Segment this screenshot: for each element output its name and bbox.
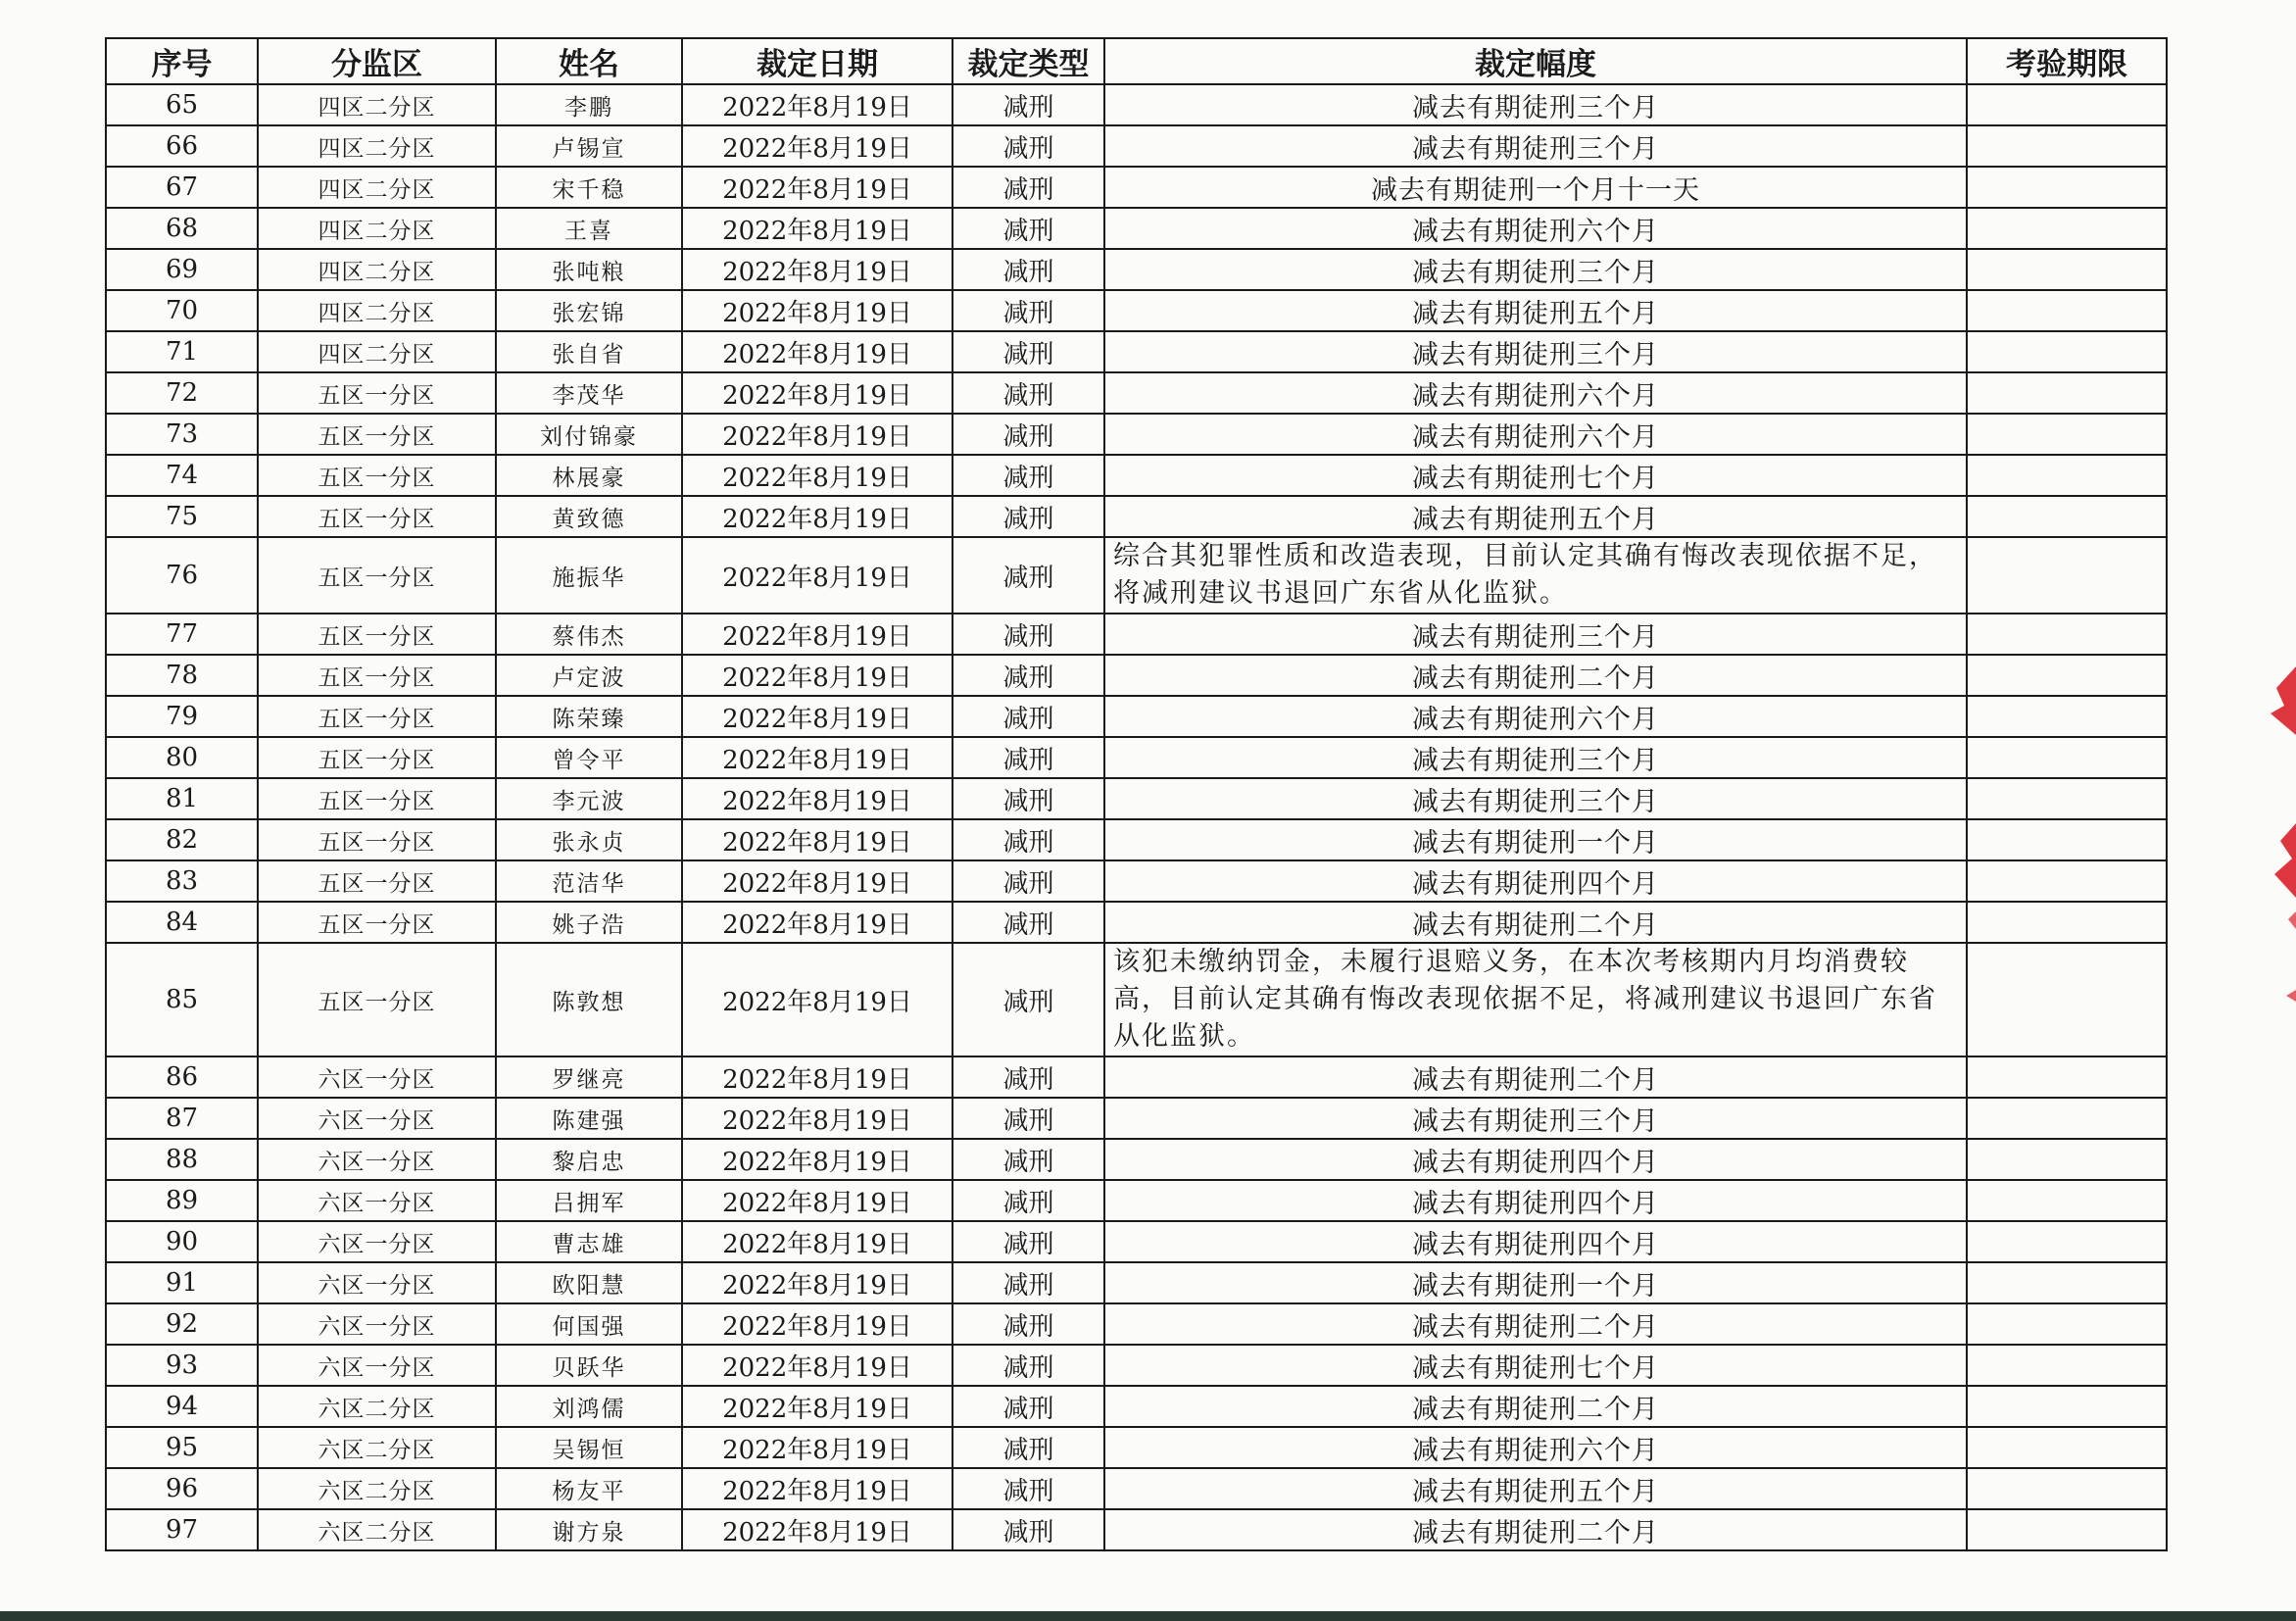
- cell-sub-ward: 五区一分区: [258, 537, 496, 614]
- table-row: [106, 1303, 2167, 1345]
- cell-ruling-amount: 减去有期徒刑二个月: [1104, 902, 1967, 943]
- cell-sub-ward: 六区一分区: [258, 1262, 496, 1303]
- cell-name: 陈荣臻: [496, 696, 682, 737]
- cell-sub-ward: 五区一分区: [258, 414, 496, 455]
- table-body: [106, 84, 2167, 1550]
- cell-ruling-amount: 减去有期徒刑三个月: [1104, 249, 1967, 290]
- table-row: [106, 1386, 2167, 1427]
- cell-ruling-type: 减刑: [953, 537, 1104, 614]
- cell-ruling-type: 减刑: [953, 331, 1104, 372]
- cell-sub-ward: 五区一分区: [258, 455, 496, 496]
- cell-serial-number: 66: [106, 125, 258, 167]
- table-row: [106, 455, 2167, 496]
- cell-ruling-amount: 减去有期徒刑一个月: [1104, 1262, 1967, 1303]
- cell-ruling-amount: 减去有期徒刑二个月: [1104, 1386, 1967, 1427]
- cell-sub-ward: 四区二分区: [258, 249, 496, 290]
- cell-name: 范洁华: [496, 860, 682, 902]
- cell-ruling-type: 减刑: [953, 496, 1104, 537]
- cell-serial-number: 70: [106, 290, 258, 331]
- cell-probation-period: [1967, 1427, 2167, 1468]
- table-row: [106, 1345, 2167, 1386]
- cell-serial-number: 79: [106, 696, 258, 737]
- red-seal-fragment: [2263, 666, 2296, 1019]
- cell-ruling-date: 2022年8月19日: [682, 167, 953, 208]
- table-row: [106, 125, 2167, 167]
- cell-name: 李鹏: [496, 84, 682, 125]
- cell-ruling-amount: 减去有期徒刑六个月: [1104, 208, 1967, 249]
- table-row: [106, 1427, 2167, 1468]
- table-row: [106, 1056, 2167, 1098]
- cell-serial-number: 87: [106, 1098, 258, 1139]
- cell-name: 曾令平: [496, 737, 682, 778]
- table-row: [106, 737, 2167, 778]
- table-row: [106, 778, 2167, 819]
- cell-ruling-type: 减刑: [953, 125, 1104, 167]
- cell-sub-ward: 五区一分区: [258, 614, 496, 655]
- table-row: [106, 1262, 2167, 1303]
- cell-serial-number: 77: [106, 614, 258, 655]
- cell-serial-number: 84: [106, 902, 258, 943]
- cell-sub-ward: 六区二分区: [258, 1509, 496, 1550]
- cell-ruling-type: 减刑: [953, 1262, 1104, 1303]
- table-row: [106, 331, 2167, 372]
- cell-name: 贝跃华: [496, 1345, 682, 1386]
- cell-ruling-amount: 减去有期徒刑六个月: [1104, 696, 1967, 737]
- table-row: [106, 537, 2167, 614]
- cell-ruling-type: 减刑: [953, 1056, 1104, 1098]
- cell-sub-ward: 五区一分区: [258, 737, 496, 778]
- table-row: [106, 208, 2167, 249]
- cell-ruling-date: 2022年8月19日: [682, 860, 953, 902]
- cell-probation-period: [1967, 655, 2167, 696]
- table-row: [106, 496, 2167, 537]
- cell-ruling-amount: 减去有期徒刑七个月: [1104, 1345, 1967, 1386]
- cell-probation-period: [1967, 1221, 2167, 1262]
- cell-ruling-date: 2022年8月19日: [682, 414, 953, 455]
- cell-name: 张自省: [496, 331, 682, 372]
- cell-ruling-date: 2022年8月19日: [682, 1139, 953, 1180]
- cell-sub-ward: 六区二分区: [258, 1427, 496, 1468]
- cell-serial-number: 92: [106, 1303, 258, 1345]
- cell-ruling-date: 2022年8月19日: [682, 1098, 953, 1139]
- cell-ruling-type: 减刑: [953, 167, 1104, 208]
- cell-sub-ward: 四区二分区: [258, 208, 496, 249]
- cell-ruling-amount: 减去有期徒刑三个月: [1104, 614, 1967, 655]
- table-row: [106, 249, 2167, 290]
- header-ruling-date: 裁定日期: [682, 38, 953, 84]
- cell-sub-ward: 六区一分区: [258, 1303, 496, 1345]
- cell-name: 欧阳慧: [496, 1262, 682, 1303]
- cell-serial-number: 90: [106, 1221, 258, 1262]
- cell-probation-period: [1967, 1262, 2167, 1303]
- cell-ruling-amount: 减去有期徒刑五个月: [1104, 290, 1967, 331]
- cell-probation-period: [1967, 778, 2167, 819]
- cell-ruling-date: 2022年8月19日: [682, 1386, 953, 1427]
- cell-sub-ward: 六区一分区: [258, 1221, 496, 1262]
- cell-name: 张永贞: [496, 819, 682, 860]
- cell-name: 卢锡宣: [496, 125, 682, 167]
- cell-probation-period: [1967, 1180, 2167, 1221]
- cell-ruling-amount: 减去有期徒刑五个月: [1104, 1468, 1967, 1509]
- cell-probation-period: [1967, 455, 2167, 496]
- cell-ruling-date: 2022年8月19日: [682, 290, 953, 331]
- cell-sub-ward: 六区一分区: [258, 1345, 496, 1386]
- cell-ruling-type: 减刑: [953, 1468, 1104, 1509]
- cell-name: 谢方泉: [496, 1509, 682, 1550]
- cell-probation-period: [1967, 614, 2167, 655]
- cell-ruling-date: 2022年8月19日: [682, 1427, 953, 1468]
- cell-ruling-date: 2022年8月19日: [682, 125, 953, 167]
- cell-ruling-amount: 减去有期徒刑四个月: [1104, 1221, 1967, 1262]
- cell-serial-number: 76: [106, 537, 258, 614]
- cell-ruling-type: 减刑: [953, 1221, 1104, 1262]
- cell-sub-ward: 六区二分区: [258, 1386, 496, 1427]
- cell-ruling-date: 2022年8月19日: [682, 537, 953, 614]
- cell-ruling-date: 2022年8月19日: [682, 1262, 953, 1303]
- cell-name: 陈建强: [496, 1098, 682, 1139]
- cell-sub-ward: 五区一分区: [258, 819, 496, 860]
- cell-probation-period: [1967, 125, 2167, 167]
- cell-ruling-type: 减刑: [953, 455, 1104, 496]
- cell-sub-ward: 四区二分区: [258, 290, 496, 331]
- cell-serial-number: 96: [106, 1468, 258, 1509]
- cell-ruling-type: 减刑: [953, 1509, 1104, 1550]
- cell-serial-number: 74: [106, 455, 258, 496]
- cell-name: 林展豪: [496, 455, 682, 496]
- ruling-table: [105, 37, 2168, 1551]
- cell-name: 刘付锦豪: [496, 414, 682, 455]
- cell-serial-number: 88: [106, 1139, 258, 1180]
- cell-ruling-amount: 减去有期徒刑六个月: [1104, 372, 1967, 414]
- cell-name: 曹志雄: [496, 1221, 682, 1262]
- cell-ruling-date: 2022年8月19日: [682, 331, 953, 372]
- table-row: [106, 372, 2167, 414]
- cell-ruling-type: 减刑: [953, 1427, 1104, 1468]
- cell-sub-ward: 四区二分区: [258, 84, 496, 125]
- cell-ruling-amount: 减去有期徒刑二个月: [1104, 655, 1967, 696]
- cell-ruling-amount: 减去有期徒刑三个月: [1104, 778, 1967, 819]
- header-probation-period: 考验期限: [1967, 38, 2167, 84]
- cell-name: 张宏锦: [496, 290, 682, 331]
- cell-ruling-type: 减刑: [953, 1345, 1104, 1386]
- cell-serial-number: 72: [106, 372, 258, 414]
- cell-ruling-amount: 减去有期徒刑六个月: [1104, 1427, 1967, 1468]
- cell-probation-period: [1967, 1139, 2167, 1180]
- table-row: [106, 943, 2167, 1056]
- cell-probation-period: [1967, 167, 2167, 208]
- scan-bottom-edge: [0, 1611, 2296, 1621]
- cell-serial-number: 93: [106, 1345, 258, 1386]
- cell-probation-period: [1967, 737, 2167, 778]
- cell-serial-number: 65: [106, 84, 258, 125]
- cell-ruling-date: 2022年8月19日: [682, 696, 953, 737]
- cell-probation-period: [1967, 1056, 2167, 1098]
- cell-ruling-date: 2022年8月19日: [682, 208, 953, 249]
- cell-ruling-amount: 减去有期徒刑三个月: [1104, 125, 1967, 167]
- cell-ruling-date: 2022年8月19日: [682, 902, 953, 943]
- cell-ruling-amount: 减去有期徒刑三个月: [1104, 1098, 1967, 1139]
- cell-ruling-amount: 减去有期徒刑二个月: [1104, 1056, 1967, 1098]
- cell-ruling-type: 减刑: [953, 1386, 1104, 1427]
- header-ruling-type: 裁定类型: [953, 38, 1104, 84]
- cell-name: 宋千稳: [496, 167, 682, 208]
- cell-probation-period: [1967, 414, 2167, 455]
- cell-probation-period: [1967, 902, 2167, 943]
- cell-ruling-type: 减刑: [953, 902, 1104, 943]
- cell-ruling-date: 2022年8月19日: [682, 1509, 953, 1550]
- cell-serial-number: 89: [106, 1180, 258, 1221]
- table-row: [106, 84, 2167, 125]
- cell-sub-ward: 六区一分区: [258, 1098, 496, 1139]
- cell-ruling-amount: 减去有期徒刑一个月十一天: [1104, 167, 1967, 208]
- table-row: [106, 860, 2167, 902]
- table-row: [106, 1139, 2167, 1180]
- table-row: [106, 1180, 2167, 1221]
- cell-name: 李茂华: [496, 372, 682, 414]
- cell-name: 卢定波: [496, 655, 682, 696]
- cell-serial-number: 86: [106, 1056, 258, 1098]
- cell-ruling-amount: 综合其犯罪性质和改造表现，目前认定其确有悔改表现依据不足，将减刑建议书退回广东省从化监狱。: [1104, 537, 1967, 614]
- cell-probation-period: [1967, 1468, 2167, 1509]
- table-row: [106, 290, 2167, 331]
- cell-sub-ward: 六区一分区: [258, 1056, 496, 1098]
- cell-name: 刘鸿儒: [496, 1386, 682, 1427]
- cell-ruling-type: 减刑: [953, 655, 1104, 696]
- cell-probation-period: [1967, 537, 2167, 614]
- cell-serial-number: 69: [106, 249, 258, 290]
- cell-probation-period: [1967, 208, 2167, 249]
- table-row: [106, 414, 2167, 455]
- cell-ruling-type: 减刑: [953, 943, 1104, 1056]
- cell-sub-ward: 五区一分区: [258, 372, 496, 414]
- cell-ruling-amount: 减去有期徒刑三个月: [1104, 737, 1967, 778]
- cell-sub-ward: 四区二分区: [258, 331, 496, 372]
- header-ruling-amount: 裁定幅度: [1104, 38, 1967, 84]
- cell-probation-period: [1967, 860, 2167, 902]
- cell-probation-period: [1967, 696, 2167, 737]
- cell-name: 陈敦想: [496, 943, 682, 1056]
- cell-serial-number: 95: [106, 1427, 258, 1468]
- cell-serial-number: 75: [106, 496, 258, 537]
- table-row: [106, 614, 2167, 655]
- header-sub-ward: 分监区: [258, 38, 496, 84]
- cell-ruling-type: 减刑: [953, 819, 1104, 860]
- cell-ruling-type: 减刑: [953, 614, 1104, 655]
- cell-ruling-date: 2022年8月19日: [682, 1056, 953, 1098]
- table-row: [106, 819, 2167, 860]
- cell-ruling-type: 减刑: [953, 84, 1104, 125]
- cell-name: 杨友平: [496, 1468, 682, 1509]
- cell-probation-period: [1967, 496, 2167, 537]
- cell-serial-number: 81: [106, 778, 258, 819]
- cell-sub-ward: 五区一分区: [258, 778, 496, 819]
- cell-name: 吴锡恒: [496, 1427, 682, 1468]
- cell-ruling-type: 减刑: [953, 860, 1104, 902]
- cell-ruling-date: 2022年8月19日: [682, 1180, 953, 1221]
- cell-name: 张吨粮: [496, 249, 682, 290]
- cell-probation-period: [1967, 1345, 2167, 1386]
- cell-probation-period: [1967, 1386, 2167, 1427]
- cell-probation-period: [1967, 249, 2167, 290]
- cell-name: 罗继亮: [496, 1056, 682, 1098]
- cell-name: 黎启忠: [496, 1139, 682, 1180]
- cell-serial-number: 82: [106, 819, 258, 860]
- cell-sub-ward: 五区一分区: [258, 860, 496, 902]
- cell-sub-ward: 六区二分区: [258, 1468, 496, 1509]
- cell-ruling-amount: 减去有期徒刑三个月: [1104, 331, 1967, 372]
- cell-ruling-date: 2022年8月19日: [682, 372, 953, 414]
- cell-ruling-type: 减刑: [953, 696, 1104, 737]
- cell-serial-number: 91: [106, 1262, 258, 1303]
- cell-ruling-type: 减刑: [953, 1139, 1104, 1180]
- cell-probation-period: [1967, 372, 2167, 414]
- cell-serial-number: 78: [106, 655, 258, 696]
- table-row: [106, 1221, 2167, 1262]
- cell-ruling-type: 减刑: [953, 208, 1104, 249]
- cell-name: 李元波: [496, 778, 682, 819]
- cell-sub-ward: 四区二分区: [258, 125, 496, 167]
- cell-ruling-date: 2022年8月19日: [682, 1468, 953, 1509]
- cell-ruling-type: 减刑: [953, 778, 1104, 819]
- cell-ruling-date: 2022年8月19日: [682, 819, 953, 860]
- cell-sub-ward: 六区一分区: [258, 1180, 496, 1221]
- cell-ruling-type: 减刑: [953, 1180, 1104, 1221]
- cell-ruling-type: 减刑: [953, 290, 1104, 331]
- cell-ruling-type: 减刑: [953, 1098, 1104, 1139]
- cell-probation-period: [1967, 331, 2167, 372]
- table-row: [106, 902, 2167, 943]
- cell-name: 何国强: [496, 1303, 682, 1345]
- cell-ruling-date: 2022年8月19日: [682, 943, 953, 1056]
- cell-ruling-amount: 减去有期徒刑四个月: [1104, 860, 1967, 902]
- cell-probation-period: [1967, 290, 2167, 331]
- cell-probation-period: [1967, 943, 2167, 1056]
- cell-ruling-date: 2022年8月19日: [682, 249, 953, 290]
- cell-ruling-date: 2022年8月19日: [682, 1221, 953, 1262]
- cell-ruling-type: 减刑: [953, 737, 1104, 778]
- cell-ruling-date: 2022年8月19日: [682, 496, 953, 537]
- cell-serial-number: 97: [106, 1509, 258, 1550]
- cell-ruling-type: 减刑: [953, 249, 1104, 290]
- cell-ruling-amount: 减去有期徒刑二个月: [1104, 1303, 1967, 1345]
- cell-ruling-date: 2022年8月19日: [682, 737, 953, 778]
- cell-serial-number: 94: [106, 1386, 258, 1427]
- table-header-row: [106, 38, 2167, 84]
- cell-serial-number: 83: [106, 860, 258, 902]
- cell-name: 姚子浩: [496, 902, 682, 943]
- cell-sub-ward: 五区一分区: [258, 496, 496, 537]
- table-row: [106, 1509, 2167, 1550]
- cell-serial-number: 71: [106, 331, 258, 372]
- cell-ruling-date: 2022年8月19日: [682, 455, 953, 496]
- cell-probation-period: [1967, 84, 2167, 125]
- cell-serial-number: 67: [106, 167, 258, 208]
- cell-ruling-amount: 减去有期徒刑一个月: [1104, 819, 1967, 860]
- cell-sub-ward: 四区二分区: [258, 167, 496, 208]
- cell-serial-number: 85: [106, 943, 258, 1056]
- cell-ruling-amount: 减去有期徒刑三个月: [1104, 84, 1967, 125]
- cell-ruling-date: 2022年8月19日: [682, 614, 953, 655]
- table-row: [106, 696, 2167, 737]
- header-name: 姓名: [496, 38, 682, 84]
- cell-sub-ward: 五区一分区: [258, 902, 496, 943]
- table-row: [106, 1468, 2167, 1509]
- cell-ruling-amount: 减去有期徒刑二个月: [1104, 1509, 1967, 1550]
- cell-ruling-amount: 减去有期徒刑七个月: [1104, 455, 1967, 496]
- cell-name: 蔡伟杰: [496, 614, 682, 655]
- cell-serial-number: 68: [106, 208, 258, 249]
- cell-ruling-date: 2022年8月19日: [682, 1303, 953, 1345]
- cell-sub-ward: 五区一分区: [258, 696, 496, 737]
- cell-ruling-date: 2022年8月19日: [682, 778, 953, 819]
- table-row: [106, 167, 2167, 208]
- cell-probation-period: [1967, 1303, 2167, 1345]
- cell-ruling-amount: 减去有期徒刑五个月: [1104, 496, 1967, 537]
- cell-ruling-amount: 该犯未缴纳罚金，未履行退赔义务，在本次考核期内月均消费较高，目前认定其确有悔改表现依据不足，将减刑建议书退回广东省从化监狱。: [1104, 943, 1967, 1056]
- cell-ruling-type: 减刑: [953, 414, 1104, 455]
- cell-ruling-date: 2022年8月19日: [682, 84, 953, 125]
- cell-name: 王喜: [496, 208, 682, 249]
- cell-serial-number: 73: [106, 414, 258, 455]
- cell-ruling-amount: 减去有期徒刑四个月: [1104, 1139, 1967, 1180]
- cell-name: 吕拥军: [496, 1180, 682, 1221]
- cell-probation-period: [1967, 1098, 2167, 1139]
- cell-ruling-amount: 减去有期徒刑六个月: [1104, 414, 1967, 455]
- cell-ruling-amount: 减去有期徒刑四个月: [1104, 1180, 1967, 1221]
- table-row: [106, 655, 2167, 696]
- cell-ruling-type: 减刑: [953, 1303, 1104, 1345]
- cell-ruling-type: 减刑: [953, 372, 1104, 414]
- cell-probation-period: [1967, 1509, 2167, 1550]
- header-serial-number: 序号: [106, 38, 258, 84]
- table-row: [106, 1098, 2167, 1139]
- cell-ruling-date: 2022年8月19日: [682, 655, 953, 696]
- cell-name: 施振华: [496, 537, 682, 614]
- cell-name: 黄致德: [496, 496, 682, 537]
- cell-ruling-date: 2022年8月19日: [682, 1345, 953, 1386]
- cell-probation-period: [1967, 819, 2167, 860]
- cell-sub-ward: 五区一分区: [258, 655, 496, 696]
- cell-serial-number: 80: [106, 737, 258, 778]
- cell-sub-ward: 五区一分区: [258, 943, 496, 1056]
- cell-sub-ward: 六区一分区: [258, 1139, 496, 1180]
